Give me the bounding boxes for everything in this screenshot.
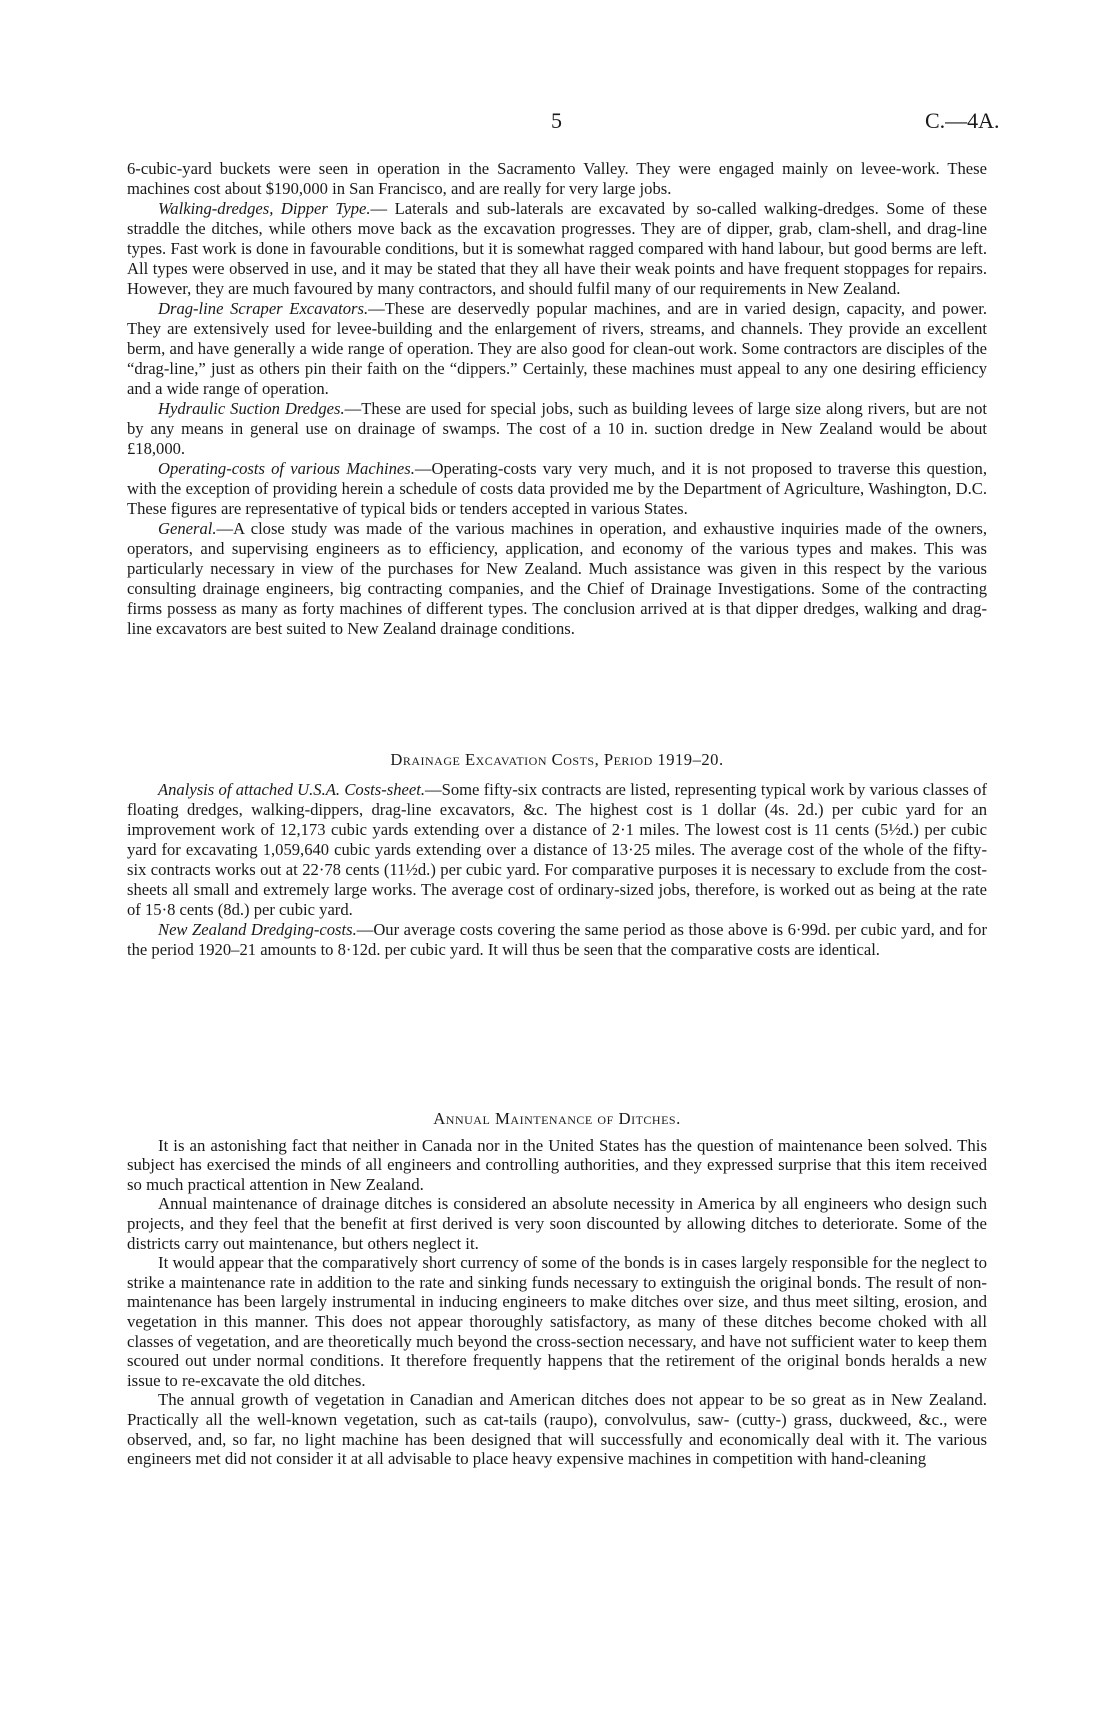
paragraph-astonishing-fact: It is an astonishing fact that neither in Canada nor in the United States has the question of maintenance been solved. This subject has exercised the minds of all engineers and controlling authorities, and they expressed surprise that this item received so much practical attention in New Zealand.: [127, 1135, 987, 1194]
paragraph-bonds: It would appear that the comparatively short currency of some of the bonds is in cases largely responsible for the neglect to strike a maintenance rate in addition to the rate and sinking funds necessary to extinguish the original bonds. The result of non-maintenance has been largely instrumental in inducing engineers to make ditches over size, and thus meet silting, erosion, and vegetation in this manner. This does not appear thoroughly satisfactory, as many of these ditches become choked with all classes of vegetation, and are theoretically much beyond the cross-section necessary, and have not sufficient water to keep them scoured out under normal conditions. It therefore frequently happens that the retirement of the original bonds heralds a new issue to re-excavate the old ditches.: [127, 1253, 987, 1390]
paragraph-title: Analysis of attached U.S.A. Costs-sheet.: [158, 780, 425, 799]
paragraph-title: Hydraulic Suction Dredges.: [158, 399, 345, 418]
paragraph-text: —These are used for special jobs, such as building levees of large size along rivers, but are not by any means in general use on drainage of swamps. The cost of a 10 in. suction dredge in New Zealand would be about £18,000.: [127, 399, 988, 458]
paragraph-nz-costs: [127, 920, 987, 960]
paragraph-title: Walking-dredges, Dipper Type.: [158, 199, 371, 218]
paragraph-walking-dredges: [127, 199, 987, 299]
paragraph-general: [127, 519, 987, 639]
paragraph-buckets: 6-cubic-yard buckets were seen in operation in the Sacramento Valley. They were engaged mainly on levee-work. These machines cost about $190,000 in San Francisco, and are really for very large jobs.: [127, 159, 987, 198]
section-annual-maintenance: [127, 1109, 987, 1469]
paragraph-vegetation: The annual growth of vegetation in Canadian and American ditches does not appear to be so great as in New Zealand. Practically all the well-known vegetation, such as cat-tails (raupo), convolvulus, saw- (cutty-) grass, duckweed, &c., were observed, and, so far, no light machine has been designed that will successfully and economically deal with it. The various engineers met did not consider it at all advisable to place heavy expensive machines in competition with hand-cleaning: [127, 1390, 987, 1469]
paragraph-operating-costs: [127, 459, 987, 519]
section-machines: [127, 159, 987, 639]
paragraph-usa-analysis: [127, 780, 987, 920]
section-excavation-costs: [127, 750, 987, 960]
paragraph-text: —A close study was made of the various machines in operation, and exhaustive inquiries made of the owners, operators, and supervising engineers as to efficiency, application, and economy of the various types and makes. This was particularly necessary in view of the purchases for New Zealand. Much assistance was given in this respect by the various consulting drainage engineers, big contracting companies, and the Chief of Drainage Investigations. Some of the contracting firms possess as many as forty machines of different types. The conclusion arrived at is that dipper dredges, walking and drag-line excavators are best suited to New Zealand drainage conditions.: [127, 519, 987, 638]
section-heading: Annual Maintenance of Ditches.: [433, 1109, 681, 1128]
paragraph-drag-line: [127, 299, 987, 399]
paragraph-hydraulic: [127, 399, 987, 459]
paragraph-title: General.: [158, 519, 217, 538]
paragraph-text: —These are deservedly popular machines, and are in varied design, capacity, and power. They are extensively used for levee-building and the enlargement of rivers, streams, and channels. They provide an excellent berm, and have generally a wide range of operation. They are also good for clean-out work. Some contractors are disciples of the “drag-line,” just as others pin their faith on the “dippers.” Certainly, these machines must appeal to any one desiring efficiency and a wide range of operation.: [127, 299, 987, 398]
paragraph-title: New Zealand Dredging-costs.: [158, 920, 357, 939]
paragraph-text: —Some fifty-six contracts are listed, representing typical work by various classes of floating dredges, walking-dippers, drag-line excavators, &c. The highest cost is 1 dollar (4s. 2d.) per cubic yard for an improvement work of 12,173 cubic yards extending over a distance of 2·1 miles. The lowest cost is 11 cents (5½d.) per cubic yard for excavating 1,059,640 cubic yards extending over a distance of 13·25 miles. The average cost of the whole of the fifty-six contracts works out at 22·78 cents (11½d.) per cubic yard. For comparative purposes it is necessary to exclude from the cost-sheets all small and extremely large works. The average cost of ordinary-sized jobs, therefore, is worked out as being at the rate of 15·8 cents (8d.) per cubic yard.: [127, 780, 987, 919]
section-heading: Drainage Excavation Costs, Period 1919–20.: [390, 750, 724, 769]
paragraph-title: Operating-costs of various Machines.: [158, 459, 415, 478]
document-reference: C.—4A.: [925, 108, 1000, 133]
paragraph-text: —Our average costs covering the same period as those above is 6·99d. per cubic yard, and for the period 1920–21 amounts to 8·12d. per cubic yard. It will thus be seen that the comparative costs are identical.: [127, 920, 987, 959]
page-number: 5: [551, 108, 562, 133]
page-header: [0, 108, 1114, 136]
paragraph-text: — Laterals and sub-laterals are excavated by so-called walking-dredges. Some of these straddle the ditches, while others move back as the excavation progresses. They are of dipper, grab, clam-shell, and drag-line types. Fast work is done in favourable conditions, but it is somewhat ragged compared with hand labour, but good berms are left. All types were observed in use, and it may be stated that they all have their weak points and have frequent stoppages for repairs. However, they are much favoured by many contractors, and should fulfil many of our requirements in New Zealand.: [127, 199, 987, 298]
paragraph-maintenance-necessity: Annual maintenance of drainage ditches is considered an absolute necessity in America by all engineers who design such projects, and they feel that the benefit at first derived is very soon discounted by allowing ditches to deteriorate. Some of the districts carry out maintenance, but others neglect it.: [127, 1194, 987, 1253]
paragraph-title: Drag-line Scraper Excavators.: [158, 299, 369, 318]
paragraph-text: —Operating-costs vary very much, and it is not proposed to traverse this question, with the exception of providing herein a schedule of costs data provided me by the Department of Agriculture, Washington, D.C. These figures are representative of typical bids or tenders accepted in various States.: [127, 459, 987, 518]
